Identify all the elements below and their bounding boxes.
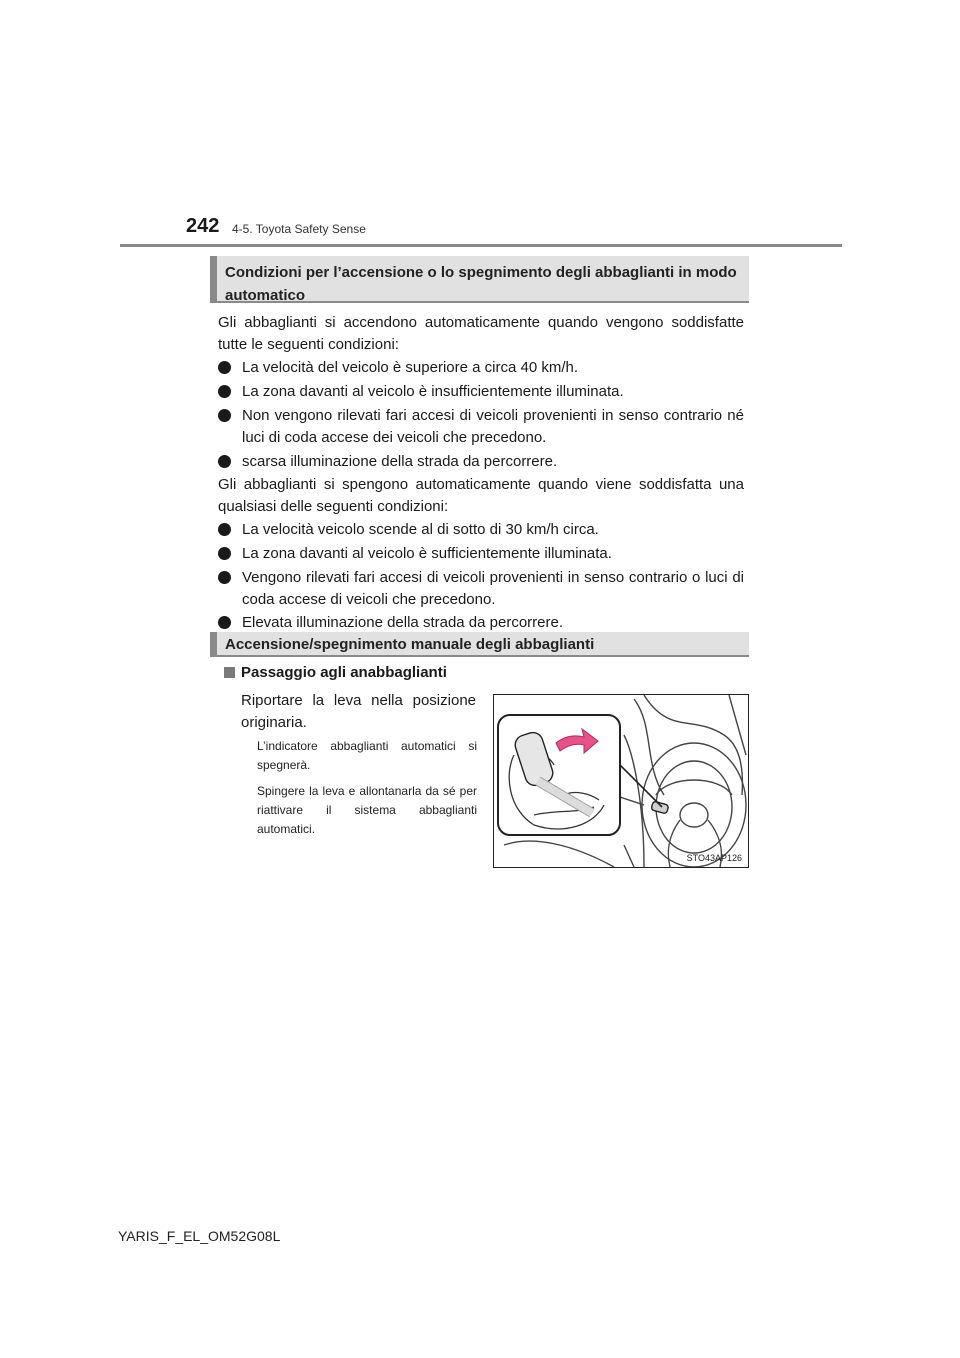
lever-illustration-drawing (494, 695, 748, 867)
list-item (218, 405, 744, 449)
list-item (218, 519, 744, 541)
list-item-text: Elevata illuminazione della strada da percorrere. (242, 614, 564, 631)
note-indicator: L’indicatore abbaglianti automatici si spegnerà. (257, 739, 477, 772)
bullet-icon (218, 361, 231, 374)
bullet-icon (218, 385, 231, 398)
list-item-text: scarsa illuminazione della strada da percorrere. (242, 453, 558, 470)
bullet-icon (218, 523, 231, 536)
header-rule (120, 244, 842, 247)
bullet-icon (218, 616, 231, 629)
section-heading-manual: Accensione/spegnimento manuale degli abbaglianti (210, 632, 749, 657)
list-item-text: La velocità del veicolo è superiore a circa 40 km/h. (242, 359, 579, 376)
section-label: 4-5. Toyota Safety Sense (232, 222, 366, 236)
list-item-text: La zona davanti al veicolo è sufficientemente illuminata. (242, 545, 612, 562)
list-item (218, 567, 744, 611)
list-item-text: Non vengono rilevati fari accesi di veicoli provenienti in senso contrario né luci di coda accese dei veicoli che precedono. (242, 407, 744, 446)
intro-on-paragraph: Gli abbaglianti si accendono automaticamente quando vengono soddisfatte tutte le seguenti condizioni: (218, 314, 744, 353)
bullet-icon (218, 455, 231, 468)
figure-code: STO43AP126 (686, 853, 742, 863)
list-item (218, 357, 744, 379)
footer-doc-code: YARIS_F_EL_OM52G08L (118, 1228, 281, 1244)
list-item-text: La zona davanti al veicolo è insufficientemente illuminata. (242, 383, 624, 400)
square-bullet-icon (224, 667, 235, 678)
list-item (218, 451, 744, 473)
list-item-text: Vengono rilevati fari accesi di veicoli provenienti in senso contrario o luci di coda accese di veicoli che precedono. (242, 569, 744, 608)
page-number: 242 (186, 215, 220, 237)
intro-off-paragraph: Gli abbaglianti si spengono automaticamente quando viene soddisfatta una qualsiasi delle seguenti condizioni: (218, 476, 744, 515)
lever-illustration (493, 694, 749, 868)
bullet-icon (218, 547, 231, 560)
note-reactivate: Spingere la leva e allontanarla da sé per riattivare il sistema abbaglianti automatici. (257, 784, 477, 836)
section-heading-auto-conditions: Condizioni per l’accensione o lo spegnimento degli abbaglianti in modo automatico (210, 256, 749, 303)
sub-heading: Passaggio agli anabbaglianti (241, 664, 447, 681)
list-item (218, 381, 744, 403)
bullet-icon (218, 409, 231, 422)
instruction-text: Riportare la leva nella posizione originaria. (241, 692, 476, 731)
bullet-icon (218, 571, 231, 584)
list-item (218, 612, 744, 634)
list-item (218, 543, 744, 565)
list-item-text: La velocità veicolo scende al di sotto di 30 km/h circa. (242, 521, 599, 538)
